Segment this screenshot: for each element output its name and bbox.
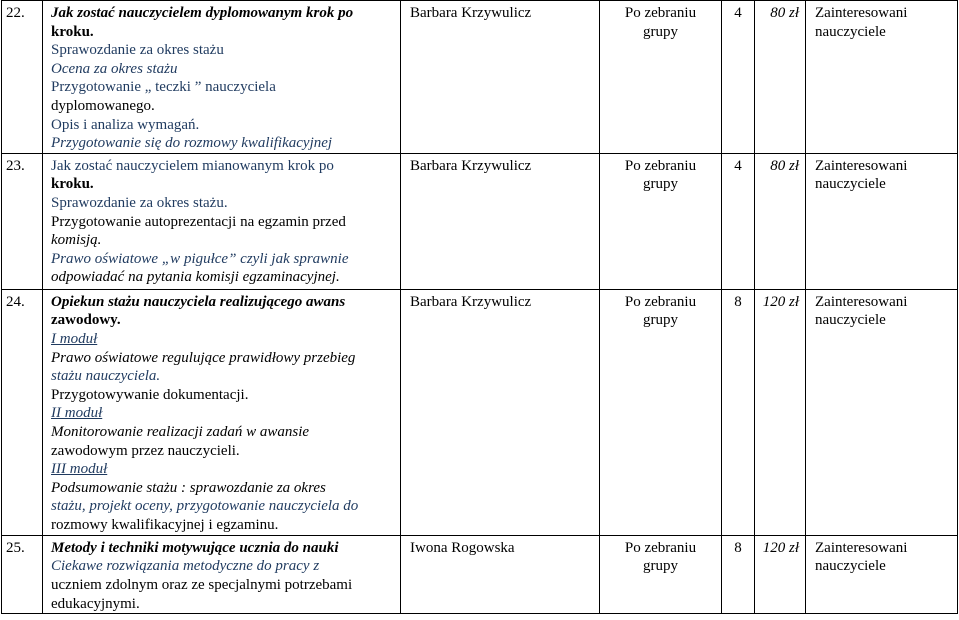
- topic-line: Przygotowanie się do rozmowy kwalifikacyjnej: [51, 135, 333, 152]
- topic-line: Ocena za okres stażu: [51, 60, 178, 77]
- audience-line: Zainteresowani: [815, 157, 908, 174]
- audience-line: Zainteresowani: [815, 539, 908, 556]
- form-line: Po zebraniu: [624, 539, 697, 556]
- hours-cell: 8: [722, 289, 755, 535]
- form-line: Po zebraniu: [624, 157, 697, 174]
- audience-line: nauczyciele: [815, 176, 886, 193]
- audience-line: nauczyciele: [815, 312, 886, 329]
- price-cell: 120 zł: [755, 535, 806, 613]
- hours-cell: 8: [722, 535, 755, 613]
- topic-cell: [43, 535, 401, 613]
- topic-line: kroku.: [51, 23, 94, 40]
- topic-line: uczniem zdolnym oraz ze specjalnymi potrzebami: [51, 576, 353, 593]
- topic-cell: [43, 153, 401, 289]
- topic-line: kroku.: [51, 176, 94, 193]
- row-number: 22.: [2, 1, 43, 154]
- topic-line: odpowiadać na pytania komisji egzaminacyjnej.: [51, 269, 340, 286]
- row-number: 25.: [2, 535, 43, 613]
- topic-line: Przygotowanie autoprezentacji na egzamin przed: [51, 213, 346, 230]
- topic-line: rozmowy kwalifikacyjnej i egzaminu.: [51, 516, 279, 533]
- topic-line: Przygotowywanie dokumentacji.: [51, 386, 249, 403]
- form-cell: [600, 1, 722, 154]
- table-row: [2, 289, 958, 535]
- topic-line: edukacyjnymi.: [51, 595, 140, 612]
- topic-line: zawodowy.: [51, 312, 121, 329]
- topic-cell: [43, 289, 401, 535]
- topic-line: I moduł: [51, 330, 98, 347]
- form-line: grupy: [643, 23, 678, 40]
- topic-line: II moduł: [51, 405, 103, 422]
- topic-line: Prawo oświatowe „w pigułce” czyli jak sprawnie: [51, 250, 349, 267]
- row-number: 23.: [2, 153, 43, 289]
- topic-line: stażu nauczyciela.: [51, 368, 161, 385]
- form-line: grupy: [643, 176, 678, 193]
- audience-cell: [806, 535, 958, 613]
- audience-cell: [806, 153, 958, 289]
- form-cell: [600, 289, 722, 535]
- audience-line: Zainteresowani: [815, 293, 908, 310]
- form-cell: [600, 535, 722, 613]
- trainer-cell: Barbara Krzywulicz: [401, 153, 600, 289]
- table-row: [2, 1, 958, 154]
- topic-line: III moduł: [51, 461, 108, 478]
- audience-line: Zainteresowani: [815, 5, 908, 21]
- topic-line: zawodowym przez nauczycieli.: [51, 442, 240, 459]
- hours-cell: 4: [722, 153, 755, 289]
- topic-line: Sprawozdanie za okres stażu: [51, 42, 224, 59]
- topic-line: stażu, projekt oceny, przygotowanie nauczyciela do: [51, 498, 359, 515]
- training-table: [1, 0, 958, 614]
- audience-cell: [806, 1, 958, 154]
- topic-line: Opiekun stażu nauczyciela realizującego awans: [51, 293, 346, 310]
- audience-cell: [806, 289, 958, 535]
- audience-line: nauczyciele: [815, 558, 886, 575]
- topic-line: Przygotowanie „ teczki ” nauczyciela: [51, 79, 276, 96]
- price-cell: 120 zł: [755, 289, 806, 535]
- form-line: Po zebraniu: [624, 293, 697, 310]
- topic-line: Prawo oświatowe regulujące prawidłowy przebieg: [51, 349, 356, 366]
- trainer-cell: Barbara Krzywulicz: [401, 289, 600, 535]
- topic-line: Metody i techniki motywujące ucznia do nauki: [51, 539, 339, 556]
- row-number: 24.: [2, 289, 43, 535]
- topic-line: Jak zostać nauczycielem dyplomowanym krok po: [51, 5, 354, 21]
- topic-line: Podsumowanie stażu : sprawozdanie za okres: [51, 479, 326, 496]
- hours-cell: 4: [722, 1, 755, 154]
- form-line: Po zebraniu: [624, 5, 697, 21]
- topic-line: Ciekawe rozwiązania metodyczne do pracy z: [51, 558, 320, 575]
- topic-cell: [43, 1, 401, 154]
- table-row: [2, 535, 958, 613]
- table-row: [2, 153, 958, 289]
- topic-line: Jak zostać nauczycielem mianowanym krok po: [51, 157, 334, 174]
- trainer-cell: Barbara Krzywulicz: [401, 1, 600, 154]
- topic-line: komisją.: [51, 232, 102, 249]
- topic-line: dyplomowanego.: [51, 97, 155, 114]
- trainer-cell: Iwona Rogowska: [401, 535, 600, 613]
- topic-line: Sprawozdanie za okres stażu.: [51, 194, 228, 211]
- audience-line: nauczyciele: [815, 23, 886, 40]
- form-line: grupy: [643, 558, 678, 575]
- price-cell: 80 zł: [755, 1, 806, 154]
- form-line: grupy: [643, 312, 678, 329]
- price-cell: 80 zł: [755, 153, 806, 289]
- topic-line: Monitorowanie realizacji zadań w awansie: [51, 423, 310, 440]
- topic-line: Opis i analiza wymagań.: [51, 116, 200, 133]
- form-cell: [600, 153, 722, 289]
